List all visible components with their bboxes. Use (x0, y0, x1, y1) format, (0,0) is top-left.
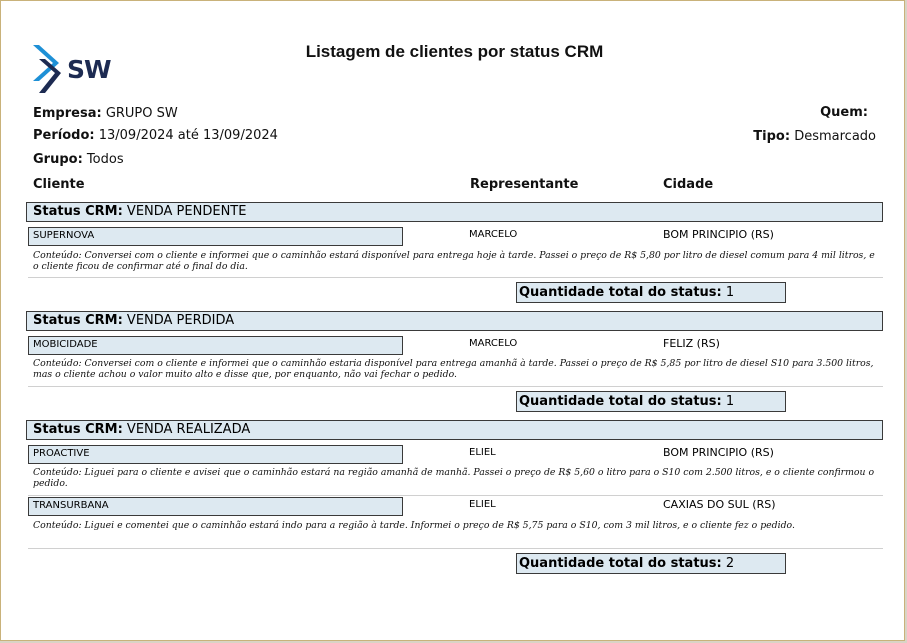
status-bar-venda-perdida (26, 311, 883, 331)
empresa-row (33, 106, 178, 121)
logo-text: SW (67, 55, 111, 84)
status-total-box (516, 282, 786, 303)
client-cidade: BOM PRINCIPIO (RS) (663, 228, 774, 241)
row-separator (28, 386, 883, 387)
total-label: Quantidade total do status: (519, 285, 722, 300)
row-separator (28, 548, 883, 549)
empresa-label: Empresa: (33, 106, 102, 121)
periodo-label: Período: (33, 128, 95, 143)
status-value: VENDA PERDIDA (126, 313, 235, 328)
client-representante: MARCELO (469, 338, 518, 349)
client-name-box: MOBICIDADE (28, 336, 403, 355)
client-conteudo: Conteúdo: Conversei com o cliente e informei que o caminhão estará disponível para entrega hoje à tarde. Passei o preço de R$ 5,80 por litro de diesel comum para 4 mil litros, e o cliente ficou de confirmar até o final do dia. (33, 250, 875, 272)
quem-row (820, 105, 868, 120)
client-representante: ELIEL (469, 499, 496, 510)
client-cidade: FELIZ (RS) (663, 337, 720, 350)
column-header-cliente: Cliente (33, 177, 85, 192)
client-conteudo: Conteúdo: Conversei com o cliente e informei que o caminhão estaria disponível para entrega amanhã à tarde. Passei o preço de R$ 5,85 por litro de diesel S10 para 3.500 litros, mas o cliente achou o valor muito alto e disse que, por enquanto, não vai fechar o pedido. (33, 358, 874, 380)
total-label: Quantidade total do status: (519, 556, 722, 571)
client-name-box: SUPERNOVA (28, 227, 403, 246)
total-value: 2 (725, 556, 735, 571)
quem-label: Quem: (820, 105, 868, 120)
column-header-cidade: Cidade (663, 177, 714, 192)
client-conteudo: Conteúdo: Liguei para o cliente e avisei que o caminhão estará na região amanhã de manhã. Passei o preço de R$ 5,60 o litro para o S10 com 2.500 litros, e o cliente confirmou o pedido. (33, 467, 875, 489)
total-value: 1 (725, 394, 735, 409)
client-name-box: TRANSURBANA (28, 497, 403, 516)
periodo-value: 13/09/2024 até 13/09/2024 (98, 128, 278, 143)
column-header-representante: Representante (470, 177, 579, 192)
total-label: Quantidade total do status: (519, 394, 722, 409)
periodo-row (33, 128, 278, 143)
tipo-label: Tipo: (753, 129, 791, 144)
client-cidade: BOM PRINCIPIO (RS) (663, 446, 774, 459)
empresa-value: GRUPO SW (105, 106, 178, 121)
client-representante: ELIEL (469, 447, 496, 458)
client-representante: MARCELO (469, 229, 518, 240)
grupo-row (33, 152, 124, 167)
client-cidade: CAXIAS DO SUL (RS) (663, 498, 776, 511)
status-bar-venda-realizada (26, 420, 883, 440)
status-total-box (516, 391, 786, 412)
row-separator (28, 277, 883, 278)
total-value: 1 (725, 285, 735, 300)
client-conteudo: Conteúdo: Liguei e comentei que o caminhão estará indo para a região à tarde. Informei o preço de R$ 5,75 para o S10, com 3 mil litros, e o cliente fez o pedido. (33, 520, 795, 531)
report-title: Listagem de clientes por status CRM (305, 42, 604, 61)
tipo-row (753, 129, 876, 144)
status-value: VENDA REALIZADA (126, 422, 251, 437)
grupo-value: Todos (86, 152, 124, 167)
client-name-box: PROACTIVE (28, 445, 403, 464)
tipo-value: Desmarcado (794, 129, 876, 144)
row-separator (28, 495, 883, 496)
grupo-label: Grupo: (33, 152, 83, 167)
status-label: Status CRM: (33, 422, 123, 437)
status-label: Status CRM: (33, 204, 123, 219)
status-bar-venda-pendente (26, 202, 883, 222)
status-total-box (516, 553, 786, 574)
status-value: VENDA PENDENTE (126, 204, 247, 219)
status-label: Status CRM: (33, 313, 123, 328)
